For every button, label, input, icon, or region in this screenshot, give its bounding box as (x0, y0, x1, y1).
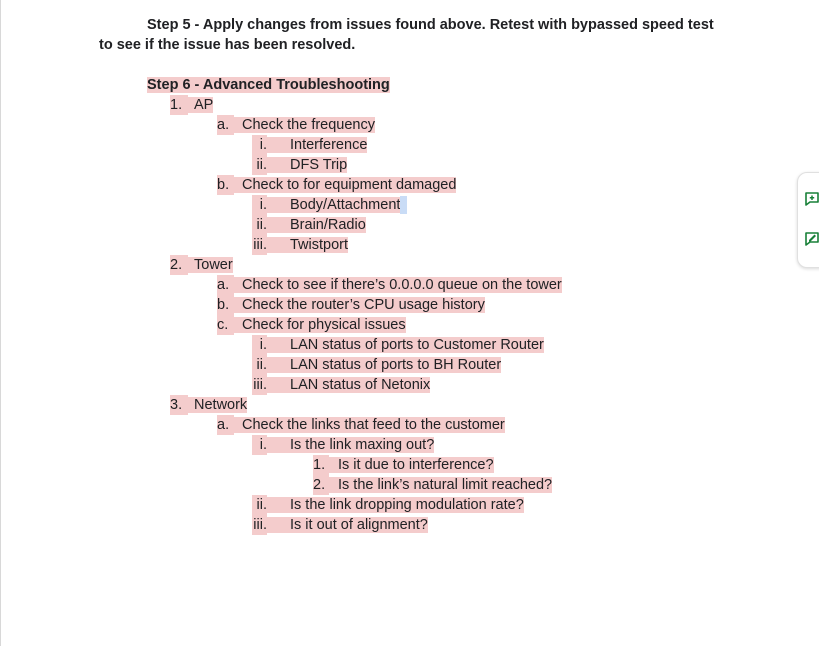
step5-line-2[interactable]: to see if the issue has been resolved. (99, 37, 356, 53)
list-item-label: AP (188, 97, 213, 113)
list-item-level3[interactable] (252, 355, 501, 375)
list-item-level2[interactable] (217, 175, 456, 195)
list-item-level2[interactable] (217, 115, 375, 135)
list-item-label: Twistport (267, 237, 348, 253)
list-item-label: Brain/Radio (267, 217, 366, 233)
list-marker: i. (252, 335, 267, 355)
list-item-label: Body/Attachment (267, 197, 400, 213)
list-item-label: Is it out of alignment? (267, 517, 428, 533)
list-item-level3[interactable] (252, 215, 366, 235)
list-marker: c. (217, 315, 234, 335)
list-item-label: Is the link maxing out? (267, 437, 434, 453)
list-item-label: Check the router’s CPU usage history (234, 297, 485, 313)
step6-heading[interactable] (147, 75, 390, 95)
list-marker: b. (217, 295, 234, 315)
list-item-label: Check the frequency (234, 117, 375, 133)
list-marker: 1. (170, 95, 188, 115)
text-selection-caret (400, 196, 407, 214)
list-item-label: LAN status of ports to Customer Router (267, 337, 544, 353)
list-item-level3[interactable] (252, 335, 544, 355)
list-marker: i. (252, 135, 267, 155)
list-item-level1-tower[interactable] (170, 255, 233, 275)
list-item-level2[interactable] (217, 275, 562, 295)
list-marker: ii. (252, 495, 267, 515)
list-marker: ii. (252, 155, 267, 175)
list-marker: i. (252, 195, 267, 215)
step5-line-1[interactable]: Step 5 - Apply changes from issues found above. Retest with bypassed speed test (147, 17, 714, 33)
list-item-level3[interactable] (252, 155, 347, 175)
list-item-level2[interactable] (217, 415, 505, 435)
list-item-label: Check for physical issues (234, 317, 406, 333)
page-left-edge (0, 0, 1, 646)
list-item-level3[interactable] (252, 495, 524, 515)
list-item-level1-network[interactable] (170, 395, 247, 415)
list-marker: ii. (252, 355, 267, 375)
list-item-level3[interactable] (252, 375, 430, 395)
list-marker: b. (217, 175, 234, 195)
list-item-label: Is the link’s natural limit reached? (329, 477, 552, 493)
add-comment-icon[interactable] (804, 191, 819, 207)
list-item-label: Check to for equipment damaged (234, 177, 456, 193)
list-item-label: Is it due to interference? (329, 457, 494, 473)
list-marker: a. (217, 115, 234, 135)
list-marker: 2. (313, 475, 329, 495)
list-item-level1-ap[interactable] (170, 95, 213, 115)
list-marker: iii. (253, 237, 267, 253)
list-item-level4[interactable] (313, 475, 552, 495)
list-marker: iii. (253, 377, 267, 393)
list-item-level3[interactable] (252, 235, 348, 255)
list-marker: a. (217, 415, 234, 435)
list-item-level3[interactable] (252, 195, 407, 215)
list-marker: a. (217, 275, 234, 295)
list-item-label: LAN status of ports to BH Router (267, 357, 501, 373)
list-marker: 3. (170, 395, 188, 415)
list-item-label: Tower (188, 257, 233, 273)
list-marker: ii. (252, 215, 267, 235)
list-item-label: LAN status of Netonix (267, 377, 430, 393)
step6-heading-text: Step 6 - Advanced Troubleshooting (147, 77, 390, 93)
list-item-label: Interference (267, 137, 367, 153)
list-item-level2[interactable] (217, 295, 485, 315)
list-marker: 1. (313, 455, 329, 475)
list-item-label: Check to see if there’s 0.0.0.0 queue on the tower (234, 277, 562, 293)
list-item-level3[interactable] (252, 135, 367, 155)
list-item-label: Check the links that feed to the customer (234, 417, 505, 433)
list-item-level2[interactable] (217, 315, 406, 335)
list-item-label: Network (188, 397, 247, 413)
list-item-label: Is the link dropping modulation rate? (267, 497, 524, 513)
suggest-edit-icon[interactable] (804, 231, 819, 247)
list-marker: iii. (253, 517, 267, 533)
list-item-level3[interactable] (252, 515, 428, 535)
list-marker: i. (252, 435, 267, 455)
list-item-level4[interactable] (313, 455, 494, 475)
side-action-panel (797, 172, 819, 268)
list-item-label: DFS Trip (267, 157, 347, 173)
list-marker: 2. (170, 255, 188, 275)
list-item-level3[interactable] (252, 435, 434, 455)
